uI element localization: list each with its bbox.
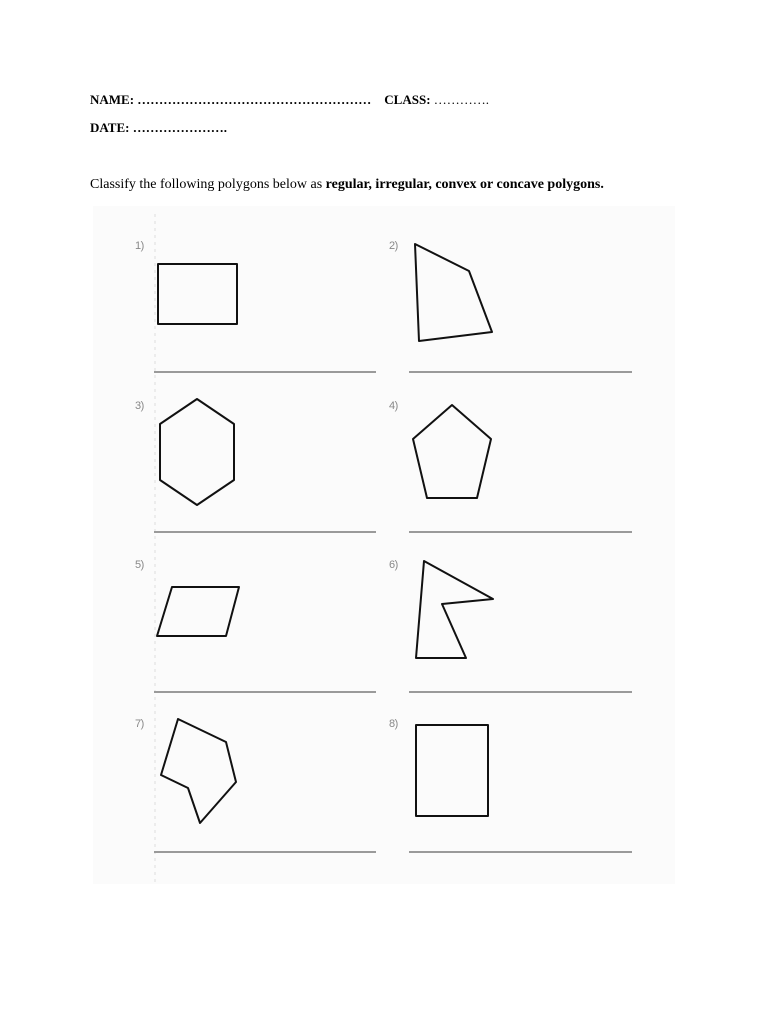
date-label: DATE:	[90, 120, 130, 135]
item-number-6: 6)	[389, 559, 398, 571]
shape-7-concave-pentagon	[161, 719, 236, 823]
polygon-worksheet	[93, 206, 675, 884]
shape-8-rectangle	[416, 725, 488, 816]
date-line	[90, 120, 227, 136]
shape-1-rectangle	[158, 264, 237, 324]
shape-4-pentagon	[413, 405, 491, 498]
date-blank[interactable]: ………………….	[132, 120, 227, 135]
instruction-prefix: Classify the following polygons below as	[90, 177, 326, 192]
worksheet-figure	[93, 206, 675, 884]
item-number-3: 3)	[135, 400, 144, 412]
item-number-1: 1)	[135, 240, 144, 252]
item-number-2: 2)	[389, 240, 398, 252]
class-blank[interactable]: ………….	[433, 92, 490, 107]
class-label: CLASS:	[384, 92, 431, 107]
name-label: NAME:	[90, 92, 135, 107]
name-class-line	[90, 92, 489, 108]
instruction-emphasis: regular, irregular, convex or concave polygons.	[325, 177, 604, 192]
shape-3-hexagon	[160, 399, 234, 505]
item-number-8: 8)	[389, 718, 398, 730]
shape-6-concave-quadrilateral	[416, 561, 493, 658]
name-blank[interactable]: ………………………………………………	[137, 92, 372, 107]
shape-2-quadrilateral	[415, 244, 492, 341]
item-number-5: 5)	[135, 559, 144, 571]
item-number-4: 4)	[389, 400, 398, 412]
instruction-text	[90, 177, 604, 193]
shape-5-parallelogram	[157, 587, 239, 636]
item-number-7: 7)	[135, 718, 144, 730]
